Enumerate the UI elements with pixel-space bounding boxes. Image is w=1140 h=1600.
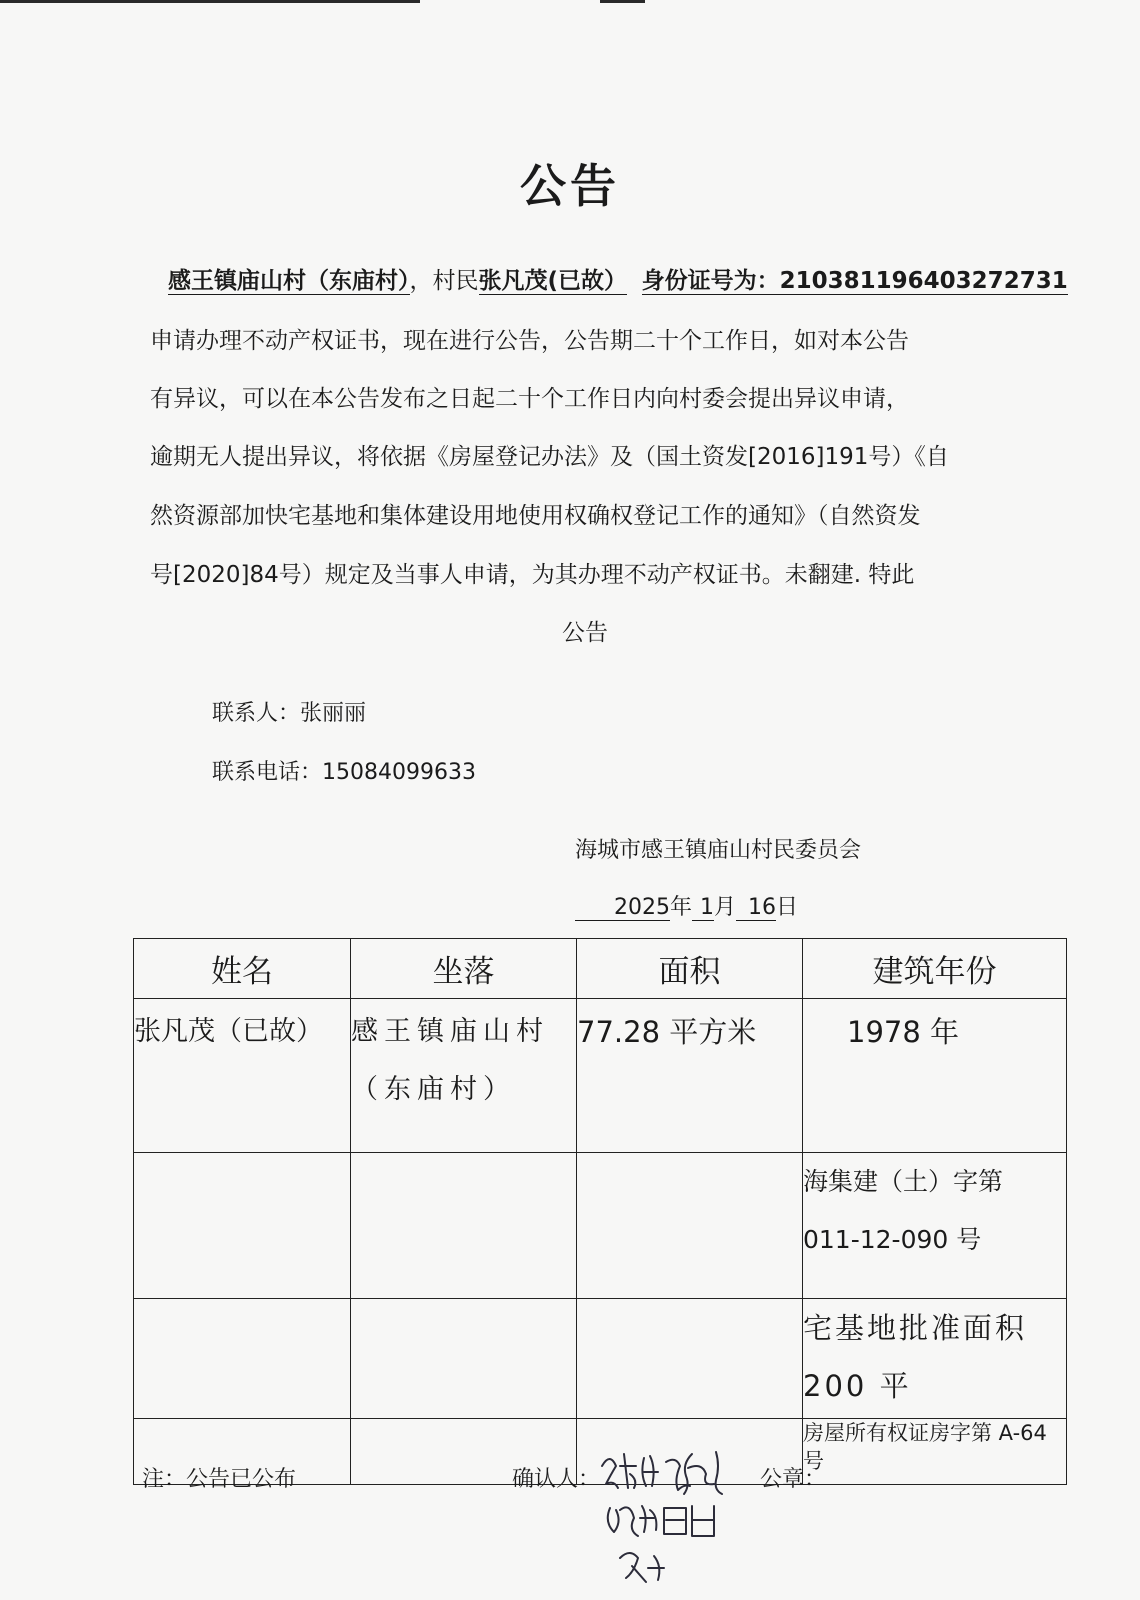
cell-approved-area: 宅基地批准面积 200 平: [803, 1299, 1067, 1419]
seal-label: 公章：: [760, 1467, 827, 1492]
date-year: 2025: [575, 895, 670, 921]
closing: 公告: [562, 620, 608, 646]
intro-line: [168, 262, 1068, 295]
cell-ownership-cert: 房屋所有权证房字第 A-64 号: [803, 1419, 1067, 1485]
body-line: 逾期无人提出异议，将依据《房屋登记办法》及（国土资发[2016]191号）《自: [150, 444, 949, 470]
header-name: 姓名: [134, 939, 351, 999]
contact-person-label: 联系人：: [212, 701, 301, 726]
body-line: 号[2020]84号）规定及当事人申请，为其办理不动产权证书。未翻建. 特此: [150, 562, 915, 588]
table-row: [134, 999, 1067, 1153]
handwritten-signature: [600, 1448, 770, 1598]
table-row: [134, 1153, 1067, 1299]
villager-label: 村民: [432, 268, 479, 294]
intro-sep: ，: [409, 268, 433, 294]
date-month-unit: 月: [714, 895, 737, 920]
id-label: 身份证号为：: [641, 268, 780, 294]
contact-person-name: 张丽丽: [300, 701, 367, 726]
issue-date: [575, 890, 798, 921]
table-header-row: [134, 939, 1067, 999]
cell-empty: [577, 1153, 803, 1299]
body-line: 然资源部加快宅基地和集体建设用地使用权确权登记工作的通知》（自然资发: [150, 503, 921, 529]
contact-phone-label: 联系电话：: [212, 760, 323, 785]
date-month: 1: [692, 895, 714, 921]
cell-area: 77.28 平方米: [577, 999, 803, 1153]
village-name: 感王镇庙山村（东庙村）: [168, 268, 410, 294]
cell-empty: [577, 1299, 803, 1419]
table-row: [134, 1299, 1067, 1419]
body-line: 申请办理不动产权证书，现在进行公告，公告期二十个工作日，如对本公告: [150, 328, 909, 354]
scan-edge: [600, 0, 645, 3]
cell-empty: [134, 1299, 351, 1419]
cell-build-year: 1978 年: [803, 999, 1067, 1153]
date-day: 16: [736, 895, 776, 921]
cell-land-cert: 海集建（土）字第 011-12-090 号: [803, 1153, 1067, 1299]
header-area: 面积: [577, 939, 803, 999]
scan-edge: [0, 0, 420, 3]
cell-empty: [351, 1299, 577, 1419]
cell-name: 张凡茂（已故）: [134, 999, 351, 1153]
cell-empty: [134, 1153, 351, 1299]
committee-name: 海城市感王镇庙山村民委员会: [575, 838, 862, 863]
id-number: 210381196403272731: [779, 268, 1068, 294]
date-day-unit: 日: [776, 895, 799, 920]
confirm-label: 确认人：: [512, 1467, 601, 1492]
contact-person: [212, 696, 366, 727]
header-location: 坐落: [351, 939, 577, 999]
property-table: [133, 938, 1067, 1485]
contact-phone-number: 15084099633: [322, 760, 476, 785]
date-year-unit: 年: [670, 895, 693, 920]
cell-empty: [351, 1153, 577, 1299]
header-build-year: 建筑年份: [803, 939, 1067, 999]
cell-location: 感王镇庙山村（东庙村）: [351, 999, 577, 1153]
body-line: 有异议，可以在本公告发布之日起二十个工作日内向村委会提出异议申请，: [150, 386, 909, 412]
footer-note: 注：公告已公布: [142, 1467, 297, 1492]
contact-phone: [212, 755, 476, 786]
applicant-name: 张凡茂(已故）: [478, 268, 628, 294]
page-title: 公告: [520, 159, 620, 213]
